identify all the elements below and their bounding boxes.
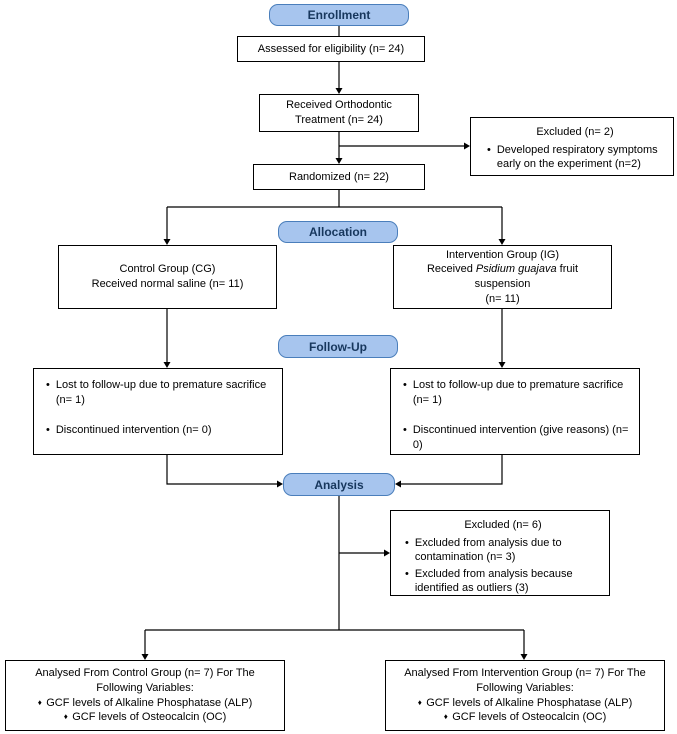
intervention-line3: (n= 11) xyxy=(485,292,520,305)
analysed-intervention-item-1: ♦ GCF levels of Alkaline Phosphatase (ALP) xyxy=(418,696,633,711)
excluded-analysis-title: Excluded (n= 6) xyxy=(464,519,542,531)
followup-left-box xyxy=(33,368,283,455)
control-group-box xyxy=(58,245,277,309)
excluded-analysis-item-2-text: • Excluded from analysis because identified as outliers (3) xyxy=(414,567,573,595)
analysed-intervention-box xyxy=(385,660,665,731)
followup-right-item-1-text: • Lost to follow-up due to premature sacrifice (n= 1) xyxy=(412,379,624,406)
analysed-control-item-2: ♦ GCF levels of Osteocalcin (OC) xyxy=(64,710,227,725)
analysis-badge: Analysis xyxy=(283,473,395,496)
excluded-enrollment-box xyxy=(470,117,674,176)
intervention-species-name: Psidium guajava xyxy=(475,263,557,276)
intervention-line2-pre: Received xyxy=(426,263,476,276)
received-line1: Received Orthodontic xyxy=(286,99,392,112)
followup-left-item-2-text: • Discontinued intervention (n= 0) xyxy=(55,424,212,437)
randomized-box xyxy=(253,164,425,190)
followup-left-item-1-text: • Lost to follow-up due to premature sacrifice (n= 1) xyxy=(55,379,267,406)
intervention-line1: Intervention Group (IG) xyxy=(445,248,560,261)
excluded-enrollment-item xyxy=(487,143,663,172)
analysed-intervention-item-2: ♦ GCF levels of Osteocalcin (OC) xyxy=(444,710,607,725)
randomized-text: Randomized (n= 22) xyxy=(289,170,389,183)
followup-right-item-2-text: • Discontinued intervention (give reasons) (n= 0) xyxy=(412,424,629,451)
followup-right-box xyxy=(390,368,640,455)
analysed-intervention-title: Analysed From Intervention Group (n= 7) For The Following Variables: xyxy=(404,667,646,694)
followup-left-item-2 xyxy=(46,423,211,438)
intervention-line2-post: fruit suspension xyxy=(474,263,579,290)
followup-right-item-1 xyxy=(403,378,631,407)
intervention-line2 xyxy=(402,262,603,291)
excluded-analysis-item-1-text: • Excluded from analysis due to contamination (n= 3) xyxy=(414,536,562,564)
intervention-group-box xyxy=(393,245,612,309)
excluded-analysis-item-2 xyxy=(405,567,601,596)
control-line1: Control Group (CG) xyxy=(119,263,216,276)
excluded-enrollment-item-text: • Developed respiratory symptoms early on the experiment (n=2) xyxy=(496,143,658,171)
followup-right-item-2 xyxy=(403,423,631,452)
allocation-badge: Allocation xyxy=(278,221,398,243)
analysed-control-title: Analysed From Control Group (n= 7) For The Following Variables: xyxy=(35,667,255,694)
excluded-enrollment-title: Excluded (n= 2) xyxy=(536,126,614,138)
excluded-analysis-box xyxy=(390,510,610,596)
analysed-control-item-1: ♦ GCF levels of Alkaline Phosphatase (ALP) xyxy=(38,696,253,711)
assessed-text: Assessed for eligibility (n= 24) xyxy=(257,42,405,55)
received-treatment-box xyxy=(259,94,419,132)
followup-left-item-1 xyxy=(46,378,274,407)
received-line2: Treatment (n= 24) xyxy=(295,114,383,126)
followup-badge: Follow-Up xyxy=(278,335,398,358)
enrollment-badge: Enrollment xyxy=(269,4,409,26)
control-line2: Received normal saline (n= 11) xyxy=(91,278,244,290)
excluded-analysis-item-1 xyxy=(405,536,601,565)
assessed-box xyxy=(237,36,425,62)
analysed-control-box xyxy=(5,660,285,731)
